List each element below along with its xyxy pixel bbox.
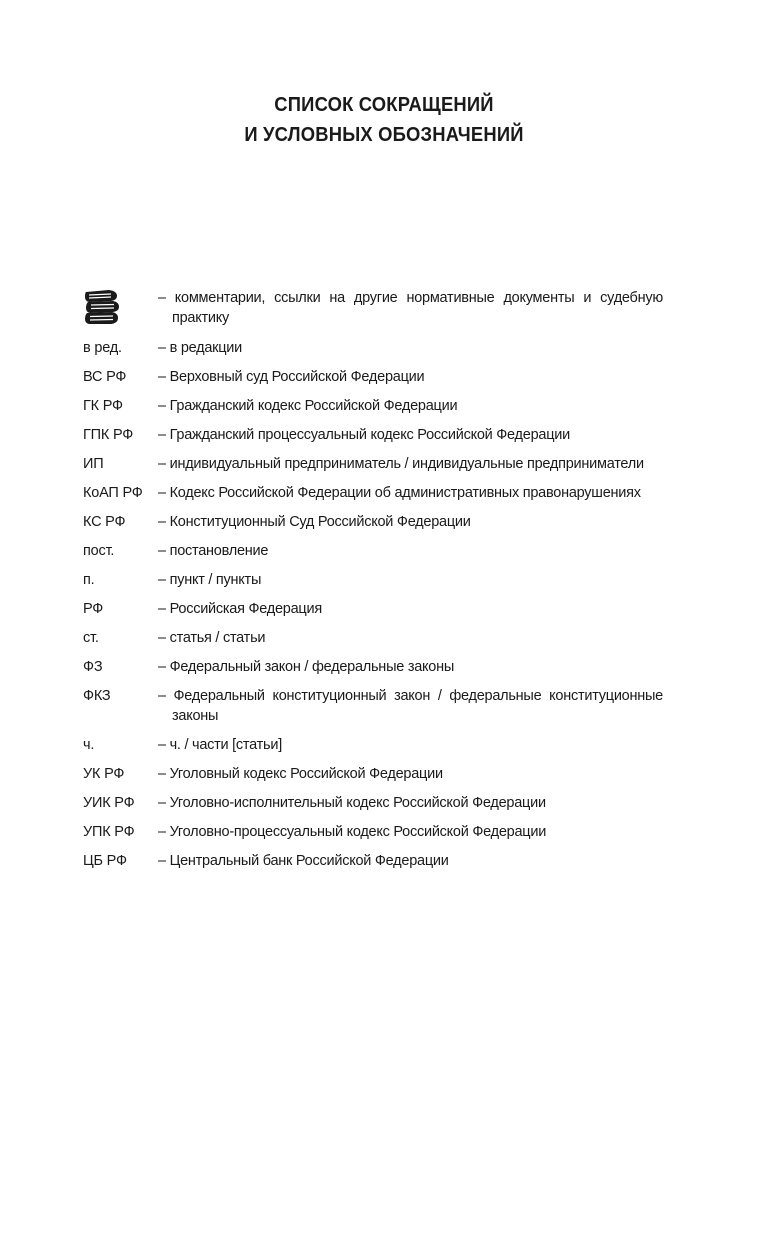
abbreviation-term: ст. — [83, 630, 99, 646]
abbreviation-term: УК РФ — [83, 766, 125, 782]
abbreviation-entry — [83, 454, 663, 474]
abbreviation-term: в ред. — [83, 340, 122, 356]
abbreviation-term: ГК РФ — [83, 398, 123, 414]
abbreviation-term: КоАП РФ — [83, 485, 143, 501]
abbreviation-entry — [83, 686, 663, 726]
abbreviation-entry — [83, 735, 663, 755]
abbreviation-term: ГПК РФ — [83, 427, 134, 443]
abbreviation-definition: – Центральный банк Российской Федерации — [158, 853, 449, 869]
abbreviation-term: ФКЗ — [83, 688, 111, 704]
abbreviation-term: ч. — [83, 737, 95, 753]
abbreviation-entry — [83, 764, 663, 784]
icon-legend-entry — [83, 288, 663, 328]
page-title-line-2: И УСЛОВНЫХ ОБОЗНАЧЕНИЙ — [244, 124, 524, 146]
abbreviation-term: ФЗ — [83, 659, 103, 675]
abbreviation-definition: – в редакции — [158, 340, 243, 356]
abbreviation-entry — [83, 425, 663, 445]
abbreviation-definition: – постановление — [158, 543, 269, 559]
abbreviation-entry — [83, 483, 663, 503]
books-stack-icon — [83, 288, 121, 326]
abbreviation-term: УПК РФ — [83, 824, 135, 840]
abbreviation-entry — [83, 512, 663, 532]
abbreviation-term: РФ — [83, 601, 104, 617]
abbreviation-definition: – статья / статьи — [158, 630, 266, 646]
abbreviation-entry — [83, 822, 663, 842]
abbreviation-entry — [83, 657, 663, 677]
abbreviation-entry — [83, 338, 663, 358]
icon-legend-description: – комментарии, ссылки на другие нормативные документы и судебную практику — [158, 290, 663, 326]
abbreviation-term: пост. — [83, 543, 115, 559]
abbreviation-term: п. — [83, 572, 95, 588]
page-title — [31, 90, 738, 150]
abbreviation-definition: – Кодекс Российской Федерации об административных правонарушениях — [158, 485, 641, 501]
abbreviation-definition: – Конституционный Суд Российской Федерации — [158, 514, 471, 530]
abbreviation-entry — [83, 599, 663, 619]
abbreviation-entry — [83, 570, 663, 590]
abbreviation-definition: – Федеральный конституционный закон / федеральные конституционные законы — [158, 688, 663, 724]
abbreviations-list — [83, 288, 663, 880]
abbreviation-term: ЦБ РФ — [83, 853, 127, 869]
abbreviation-definition: – пункт / пункты — [158, 572, 262, 588]
abbreviation-definition: – Федеральный закон / федеральные законы — [158, 659, 455, 675]
abbreviation-definition: – индивидуальный предприниматель / индивидуальные предприниматели — [158, 456, 644, 472]
abbreviation-term: УИК РФ — [83, 795, 135, 811]
abbreviation-definition: – Гражданский кодекс Российской Федерации — [158, 398, 458, 414]
abbreviation-entry — [83, 367, 663, 387]
abbreviation-term: ВС РФ — [83, 369, 127, 385]
abbreviation-entry — [83, 793, 663, 813]
abbreviation-definition: – Уголовный кодекс Российской Федерации — [158, 766, 443, 782]
abbreviation-definition: – Российская Федерация — [158, 601, 322, 617]
abbreviation-definition: – Уголовно-исполнительный кодекс Российской Федерации — [158, 795, 546, 811]
abbreviation-definition: – Верховный суд Российской Федерации — [158, 369, 425, 385]
abbreviation-entry — [83, 396, 663, 416]
abbreviation-term: ИП — [83, 456, 104, 472]
abbreviation-definition: – ч. / части [статьи] — [158, 737, 282, 753]
abbreviation-term: КС РФ — [83, 514, 126, 530]
abbreviation-definition: – Уголовно-процессуальный кодекс Российской Федерации — [158, 824, 547, 840]
abbreviation-definition: – Гражданский процессуальный кодекс Российской Федерации — [158, 427, 570, 443]
abbreviation-entry — [83, 628, 663, 648]
abbreviation-entry — [83, 541, 663, 561]
abbreviation-entry — [83, 851, 663, 871]
page-title-line-1: СПИСОК СОКРАЩЕНИЙ — [274, 94, 494, 116]
